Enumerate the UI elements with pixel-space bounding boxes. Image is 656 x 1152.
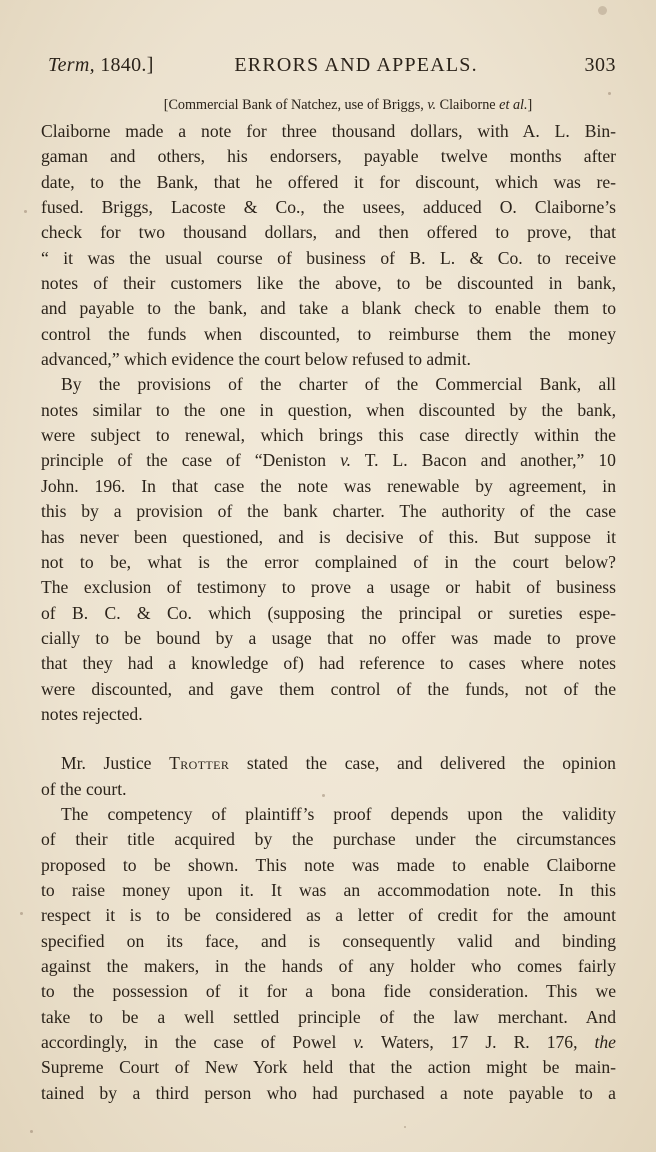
text-line-part: stated the case, and delivered the opinion bbox=[246, 753, 616, 774]
running-head bbox=[48, 54, 616, 84]
text-line: control the funds when discounted, to reimburse them the money bbox=[41, 323, 616, 344]
text-line: respect it is to be considered as a letter of credit for the amount bbox=[41, 905, 616, 926]
text-line-part: Mr. Justice bbox=[61, 753, 152, 774]
text-line: to the possession of it for a bona fide consideration. This we bbox=[41, 981, 616, 1002]
paper-speck bbox=[24, 210, 27, 213]
text-line: Supreme Court of New York held that the action might be main- bbox=[41, 1057, 616, 1078]
paper-speck bbox=[20, 912, 23, 915]
text-line bbox=[41, 448, 616, 473]
text-line: Claiborne made a note for three thousand dollars, with A. L. Bin- bbox=[41, 121, 616, 141]
opinion-intro bbox=[41, 751, 616, 802]
versus-mark: v. bbox=[353, 1032, 365, 1053]
text-line: has never been questioned, and is decisive of this. But suppose it bbox=[41, 526, 616, 547]
text-line: of their title acquired by the purchase under the circumstances bbox=[41, 829, 616, 850]
text-line-part: T. L. Bacon and another,” 10 bbox=[364, 450, 616, 471]
text-line: By the provisions of the charter of the Commercial Bank, all bbox=[61, 374, 616, 395]
running-head-title: ERRORS AND APPEALS. bbox=[234, 54, 478, 76]
text-line-part: accordingly, in the case of Powel bbox=[41, 1032, 337, 1053]
text-line: The competency of plaintiff’s proof depends upon the validity bbox=[61, 803, 616, 824]
term-year: 1840.] bbox=[100, 54, 154, 76]
case-caption-etal: et al. bbox=[499, 97, 528, 113]
text-line: “ it was the usual course of business of B. L. & Co. to receive bbox=[41, 247, 616, 268]
text-line: take to be a well settled principle of the law merchant. And bbox=[41, 1006, 616, 1027]
text-line: were discounted, and gave them control of the funds, not of the bbox=[41, 678, 616, 699]
opinion-paragraph bbox=[41, 802, 616, 1106]
text-line: date, to the Bank, that he offered it for discount, which was re- bbox=[41, 171, 616, 192]
text-line: to raise money upon it. It was an accommodation note. In this bbox=[41, 879, 616, 900]
text-line-part: principle of the case of “Deniston bbox=[41, 450, 327, 471]
text-line: against the makers, in the hands of any holder who comes fairly bbox=[41, 956, 616, 976]
running-head-term bbox=[48, 54, 154, 77]
term-label: Term, bbox=[48, 54, 95, 76]
text-line bbox=[41, 1030, 616, 1055]
case-caption-mid: Claiborne bbox=[439, 97, 496, 113]
case-caption-versus: v. bbox=[427, 97, 437, 113]
justice-name: Trotter bbox=[169, 753, 230, 774]
text-line: specified on its face, and is consequently valid and binding bbox=[41, 930, 616, 951]
text-line bbox=[41, 751, 616, 776]
paper-speck bbox=[608, 92, 611, 95]
text-line-part: Waters, 17 J. R. 176, bbox=[380, 1032, 578, 1053]
text-line: John. 196. In that case the note was renewable by agreement, in bbox=[41, 475, 616, 496]
text-line: proposed to be shown. This note was made to enable Claiborne bbox=[41, 854, 616, 875]
argument-paragraph-1 bbox=[41, 119, 616, 372]
paper-speck bbox=[322, 794, 325, 797]
argument-paragraph-2 bbox=[41, 372, 616, 727]
text-line: tained by a third person who had purchased a note payable to a bbox=[41, 1082, 616, 1103]
text-line: that they had a knowledge of) had reference to cases where notes bbox=[41, 653, 616, 674]
text-line: notes similar to the one in question, when discounted by the bank, bbox=[41, 399, 616, 420]
paper-speck bbox=[598, 6, 607, 15]
paper-speck bbox=[30, 1130, 33, 1133]
text-line: fused. Briggs, Lacoste & Co., the usees, adduced O. Claiborne’s bbox=[41, 197, 616, 218]
paper-speck bbox=[404, 1126, 406, 1128]
section-gap bbox=[41, 727, 616, 751]
text-line: advanced,” which evidence the court below refused to admit. bbox=[41, 349, 471, 370]
case-caption-pre: [Commercial Bank of Natchez, use of Briggs, bbox=[163, 97, 424, 113]
text-line: this by a provision of the bank charter. The authority of the case bbox=[41, 501, 616, 522]
text-line: cially to be bound by a usage that no offer was made to prove bbox=[41, 627, 616, 648]
text-line: were subject to renewal, which brings this case directly within the bbox=[41, 425, 616, 446]
text-line: and payable to the bank, and take a blank check to enable them to bbox=[41, 298, 616, 319]
versus-mark: v. bbox=[340, 450, 351, 471]
case-caption-close: ] bbox=[527, 97, 533, 113]
text-line: The exclusion of testimony to prove a usage or habit of business bbox=[41, 577, 616, 598]
case-caption bbox=[0, 97, 656, 114]
text-line: gaman and others, his endorsers, payable twelve months after bbox=[41, 146, 616, 167]
text-line-part: the bbox=[594, 1032, 616, 1053]
text-line: notes rejected. bbox=[41, 703, 143, 724]
text-line: of the court. bbox=[41, 778, 127, 799]
text-line: check for two thousand dollars, and then offered to prove, that bbox=[41, 222, 616, 243]
text-line: not to be, what is the error complained of in the court below? bbox=[41, 551, 616, 572]
page-number: 303 bbox=[584, 54, 616, 76]
text-line: notes of their customers like the above, to be discounted in bank, bbox=[41, 273, 616, 294]
text-line: of B. C. & Co. which (supposing the principal or sureties espe- bbox=[41, 602, 616, 623]
body-text bbox=[41, 119, 616, 1106]
